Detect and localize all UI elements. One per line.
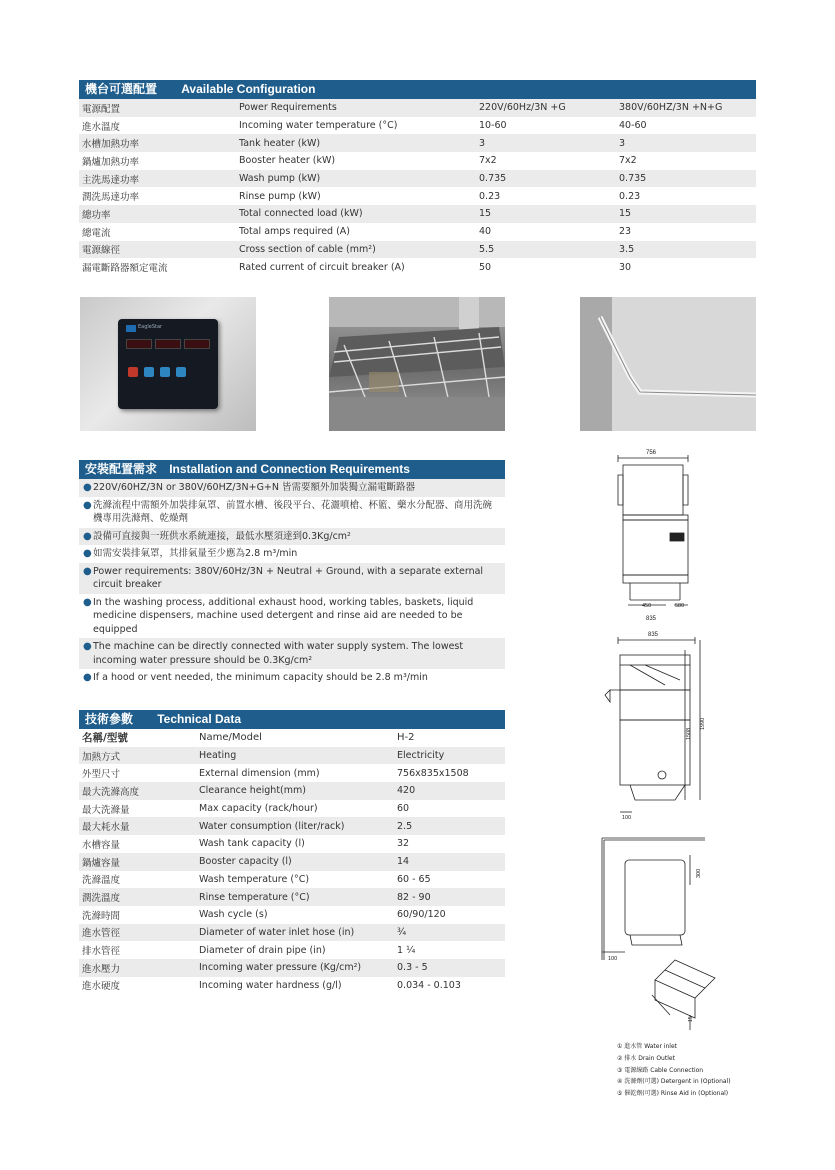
legend-item: ③ 電源線路 Cable Connection bbox=[617, 1066, 704, 1074]
config-value-380v: 23 bbox=[619, 226, 632, 238]
technical-row bbox=[79, 747, 505, 765]
technical-header bbox=[79, 710, 505, 729]
technical-label-zh: 進水硬度 bbox=[79, 977, 196, 995]
technical-label-en: Diameter of drain pipe (in) bbox=[196, 941, 394, 959]
config-row bbox=[79, 205, 756, 223]
control-panel bbox=[118, 319, 218, 409]
config-value-380v: 380V/60HZ/3N +N+G bbox=[616, 99, 756, 117]
config-value-380v: 0.735 bbox=[616, 170, 756, 188]
config-value-220v: 7x2 bbox=[479, 155, 497, 167]
dim-width-bottom: 835 bbox=[646, 616, 657, 622]
legend-item: ② 排水 Drain Outlet bbox=[617, 1054, 675, 1062]
dim-side-100: 100 bbox=[622, 815, 632, 821]
dim-height-1508: 1508 bbox=[686, 727, 692, 740]
control-panel-brand: EagleStar bbox=[138, 324, 163, 330]
technical-value: 1 ¼ bbox=[394, 941, 505, 959]
technical-label-zh: 洗滌時間 bbox=[79, 906, 196, 924]
front-view-drawing bbox=[618, 455, 688, 605]
technical-value: 2.5 bbox=[394, 817, 505, 835]
config-label-en: Power Requirements bbox=[236, 99, 476, 117]
display-mid bbox=[155, 339, 181, 349]
config-value-380v: 40-60 bbox=[619, 120, 647, 132]
config-value-220v: 0.23 bbox=[479, 190, 501, 202]
dim-width-top: 756 bbox=[646, 450, 657, 456]
config-row bbox=[79, 152, 756, 170]
dim-top-100: 100 bbox=[608, 956, 618, 962]
installation-item-text: 如需安裝排氣罩，其排氣量至少應為2.8 m³/min bbox=[93, 548, 298, 559]
technical-drawings bbox=[590, 440, 780, 1090]
installation-title-en: Installation and Connection Requirements bbox=[169, 462, 410, 476]
technical-label-zh: 外型尺寸 bbox=[79, 764, 196, 782]
bullet-icon: ● bbox=[83, 530, 92, 542]
temp-button bbox=[160, 367, 170, 377]
installation-item-text: 洗滌流程中需額外加裝排氣罩、前置水槽、後段平台、花灑噴槍、杯籃、藥水分配器、商用洗碗機專用洗滌劑、乾燥劑 bbox=[93, 499, 493, 524]
installation-item bbox=[79, 594, 505, 639]
config-value-220v: 220V/60Hz/3N +G bbox=[476, 99, 616, 117]
installation-item-text: 220V/60HZ/3N or 380V/60HZ/3N+G+N 皆需要額外加裝獨立漏電斷路器 bbox=[93, 482, 416, 493]
technical-label-en: External dimension (mm) bbox=[196, 764, 394, 782]
config-label-zh: 總功率 bbox=[79, 205, 236, 223]
technical-row bbox=[79, 977, 505, 995]
config-value-380v: 30 bbox=[619, 261, 632, 273]
installation-item bbox=[79, 669, 505, 687]
bullet-icon: ● bbox=[83, 641, 92, 652]
dim-depth-450: 450 bbox=[642, 603, 652, 609]
technical-label-en: Booster capacity (l) bbox=[196, 853, 394, 871]
technical-label-en: Incoming water hardness (g/l) bbox=[196, 977, 394, 995]
config-value-380v: 0.23 bbox=[619, 190, 641, 202]
power-button bbox=[128, 367, 138, 377]
config-label-en: Wash pump (kW) bbox=[236, 170, 476, 188]
config-label-en: Tank heater (kW) bbox=[236, 134, 476, 152]
eagle-logo bbox=[126, 325, 136, 332]
config-row bbox=[79, 134, 756, 152]
technical-value: 32 bbox=[394, 835, 505, 853]
installation-item-text: The machine can be directly connected with water supply system. The lowest incoming water pressure should be 0.3Kg/cm² bbox=[93, 641, 464, 666]
config-row bbox=[79, 223, 756, 241]
technical-row bbox=[79, 800, 505, 818]
technical-label-en: Clearance height(mm) bbox=[196, 782, 394, 800]
installation-item bbox=[79, 479, 505, 497]
config-row bbox=[79, 99, 756, 117]
display-left bbox=[126, 339, 152, 349]
technical-value: 60 bbox=[394, 800, 505, 818]
control-panel-photo bbox=[80, 297, 256, 431]
technical-value: 60 - 65 bbox=[394, 871, 505, 889]
config-value-380v: 15 bbox=[616, 205, 756, 223]
bullet-icon: ● bbox=[83, 548, 92, 559]
installation-item-text: 設備可直接與一班供水系統連接，最低水壓須達到0.3Kg/cm² bbox=[93, 530, 351, 542]
technical-value: 60/90/120 bbox=[394, 906, 505, 924]
technical-label-zh: 排水管徑 bbox=[79, 941, 196, 959]
technical-label-zh: 最大洗滌高度 bbox=[79, 782, 196, 800]
dim-side-width: 835 bbox=[648, 632, 659, 638]
technical-row bbox=[79, 906, 505, 924]
technical-title-en: Technical Data bbox=[157, 712, 242, 726]
config-label-zh: 水槽加熱功率 bbox=[79, 134, 236, 152]
technical-row bbox=[79, 853, 505, 871]
config-value-220v: 0.735 bbox=[476, 170, 616, 188]
config-value-380v: 3.5 bbox=[616, 241, 756, 259]
wash-chamber-illustration bbox=[329, 297, 505, 431]
config-value-220v: 40 bbox=[479, 226, 492, 238]
technical-label-zh: 潤洗溫度 bbox=[79, 888, 196, 906]
available-config-header bbox=[79, 80, 756, 99]
technical-row bbox=[79, 924, 505, 942]
technical-row bbox=[79, 888, 505, 906]
dim-depth-580: 580 bbox=[675, 603, 685, 609]
config-label-en: Booster heater (kW) bbox=[239, 155, 336, 167]
wash-chamber-photo bbox=[329, 297, 505, 431]
config-row bbox=[79, 187, 756, 205]
config-value-220v: 50 bbox=[479, 261, 492, 273]
technical-label-zh: 最大洗滌量 bbox=[79, 800, 196, 818]
config-label-en: Incoming water temperature (°C) bbox=[239, 120, 398, 132]
config-label-en: Total amps required (A) bbox=[239, 226, 351, 238]
technical-label-en: Incoming water pressure (Kg/cm²) bbox=[196, 959, 394, 977]
technical-label-en: Wash temperature (°C) bbox=[196, 871, 394, 889]
technical-label-en: Diameter of water inlet hose (in) bbox=[196, 924, 394, 942]
legend-item: ④ 洗滌劑(可選) Detergent in (Optional) bbox=[617, 1078, 731, 1086]
technical-row bbox=[79, 764, 505, 782]
hood-handle-photo bbox=[580, 297, 756, 431]
installation-list bbox=[79, 479, 505, 687]
technical-value: Electricity bbox=[394, 747, 505, 765]
technical-label-en: Max capacity (rack/hour) bbox=[196, 800, 394, 818]
installation-item-text: If a hood or vent needed, the minimum capacity should be 2.8 m³/min bbox=[93, 672, 428, 683]
config-row bbox=[79, 258, 756, 276]
config-row bbox=[79, 170, 756, 188]
drawing-legend bbox=[617, 1041, 731, 1100]
config-value-220v: 5.5 bbox=[476, 241, 616, 259]
technical-label-en: Wash cycle (s) bbox=[196, 906, 394, 924]
bullet-icon: ● bbox=[83, 672, 92, 683]
config-value-380v: 7x2 bbox=[619, 155, 637, 167]
installation-item-text: In the washing process, additional exhaust hood, working tables, baskets, liquid medicine dispensers, machine used detergent and rinse aid are needed to be equipped bbox=[93, 596, 474, 635]
installation-item bbox=[79, 528, 505, 546]
technical-label-zh: 鍋爐容量 bbox=[79, 853, 196, 871]
config-label-zh: 潤洗馬達功率 bbox=[82, 192, 140, 204]
top-view-drawing bbox=[602, 838, 705, 960]
installation-item-text: Power requirements: 380V/60Hz/3N + Neutral + Ground, with a separate external circuit breaker bbox=[93, 565, 484, 590]
model-value: H-2 bbox=[394, 729, 505, 747]
name-model-label-zh: 名稱/型號 bbox=[79, 729, 196, 747]
technical-value: 14 bbox=[394, 853, 505, 871]
technical-row bbox=[79, 817, 505, 835]
config-label-en: Total connected load (kW) bbox=[236, 205, 476, 223]
config-label-zh: 鍋爐加熱功率 bbox=[82, 156, 140, 168]
config-label-en: Rated current of circuit breaker (A) bbox=[239, 261, 405, 273]
technical-label-zh: 進水壓力 bbox=[79, 959, 196, 977]
wash-button bbox=[144, 367, 154, 377]
config-value-220v: 10-60 bbox=[479, 120, 507, 132]
technical-label-zh: 洗滌溫度 bbox=[79, 871, 196, 889]
config-value-220v: 3 bbox=[476, 134, 616, 152]
technical-label-zh: 水槽容量 bbox=[79, 835, 196, 853]
technical-value: 756x835x1508 bbox=[394, 764, 505, 782]
technical-row bbox=[79, 871, 505, 889]
bullet-icon: ● bbox=[83, 596, 92, 608]
config-label-en: Cross section of cable (mm²) bbox=[236, 241, 476, 259]
available-config-title-zh: 機台可選配置 bbox=[85, 82, 158, 96]
installation-item bbox=[79, 545, 505, 563]
available-config-title-en: Available Configuration bbox=[181, 82, 316, 96]
config-value-380v: 3 bbox=[616, 134, 756, 152]
technical-label-en: Heating bbox=[196, 747, 394, 765]
installation-item bbox=[79, 497, 505, 528]
technical-value: ¾ bbox=[394, 924, 505, 942]
technical-label-en: Rinse temperature (°C) bbox=[196, 888, 394, 906]
installation-item bbox=[79, 638, 505, 669]
installation-header bbox=[79, 460, 505, 479]
config-label-zh: 電源配置 bbox=[79, 99, 236, 117]
display-right bbox=[184, 339, 210, 349]
dim-top-300: 300 bbox=[696, 868, 702, 878]
info-button bbox=[176, 367, 186, 377]
bullet-icon: ● bbox=[83, 482, 92, 493]
legend-item: ⑤ 催乾劑(可選) Rinse Aid in (Optional) bbox=[617, 1090, 729, 1098]
installation-title-zh: 安裝配置需求 bbox=[85, 462, 158, 476]
hood-handle-illustration bbox=[580, 297, 756, 431]
config-label-zh: 總電流 bbox=[82, 227, 111, 239]
bullet-icon: ● bbox=[83, 565, 92, 577]
technical-label-zh: 進水管徑 bbox=[79, 924, 196, 942]
technical-label-en: Wash tank capacity (l) bbox=[196, 835, 394, 853]
config-label-zh: 進水溫度 bbox=[82, 121, 121, 133]
config-label-zh: 電源線徑 bbox=[79, 241, 236, 259]
config-label-en: Rinse pump (kW) bbox=[239, 190, 321, 202]
dim-height-1990: 1990 bbox=[700, 717, 706, 730]
technical-label-en: Water consumption (liter/rack) bbox=[196, 817, 394, 835]
technical-label-zh: 加熱方式 bbox=[79, 747, 196, 765]
technical-row bbox=[79, 835, 505, 853]
installation-item bbox=[79, 563, 505, 594]
technical-header-row bbox=[79, 729, 505, 747]
technical-label-zh: 最大耗水量 bbox=[79, 817, 196, 835]
bullet-icon: ● bbox=[83, 499, 92, 511]
available-config-table bbox=[79, 99, 756, 276]
technical-row bbox=[79, 782, 505, 800]
config-row bbox=[79, 117, 756, 135]
technical-value: 0.034 - 0.103 bbox=[394, 977, 505, 995]
name-model-label-en: Name/Model bbox=[196, 729, 394, 747]
technical-title-zh: 技術參數 bbox=[85, 712, 134, 726]
config-value-220v: 15 bbox=[476, 205, 616, 223]
dim-detail-15: 15 bbox=[688, 1016, 694, 1022]
connection-detail-drawing bbox=[652, 960, 715, 1030]
technical-value: 420 bbox=[394, 782, 505, 800]
config-row bbox=[79, 241, 756, 259]
technical-value: 82 - 90 bbox=[394, 888, 505, 906]
technical-table bbox=[79, 729, 505, 994]
technical-row bbox=[79, 959, 505, 977]
side-view-drawing bbox=[605, 637, 700, 812]
legend-item: ① 進水管 Water inlet bbox=[617, 1043, 678, 1050]
config-label-zh: 主洗馬達功率 bbox=[79, 170, 236, 188]
config-label-zh: 漏電斷路器額定電流 bbox=[82, 263, 168, 275]
technical-value: 0.3 - 5 bbox=[394, 959, 505, 977]
technical-row bbox=[79, 941, 505, 959]
